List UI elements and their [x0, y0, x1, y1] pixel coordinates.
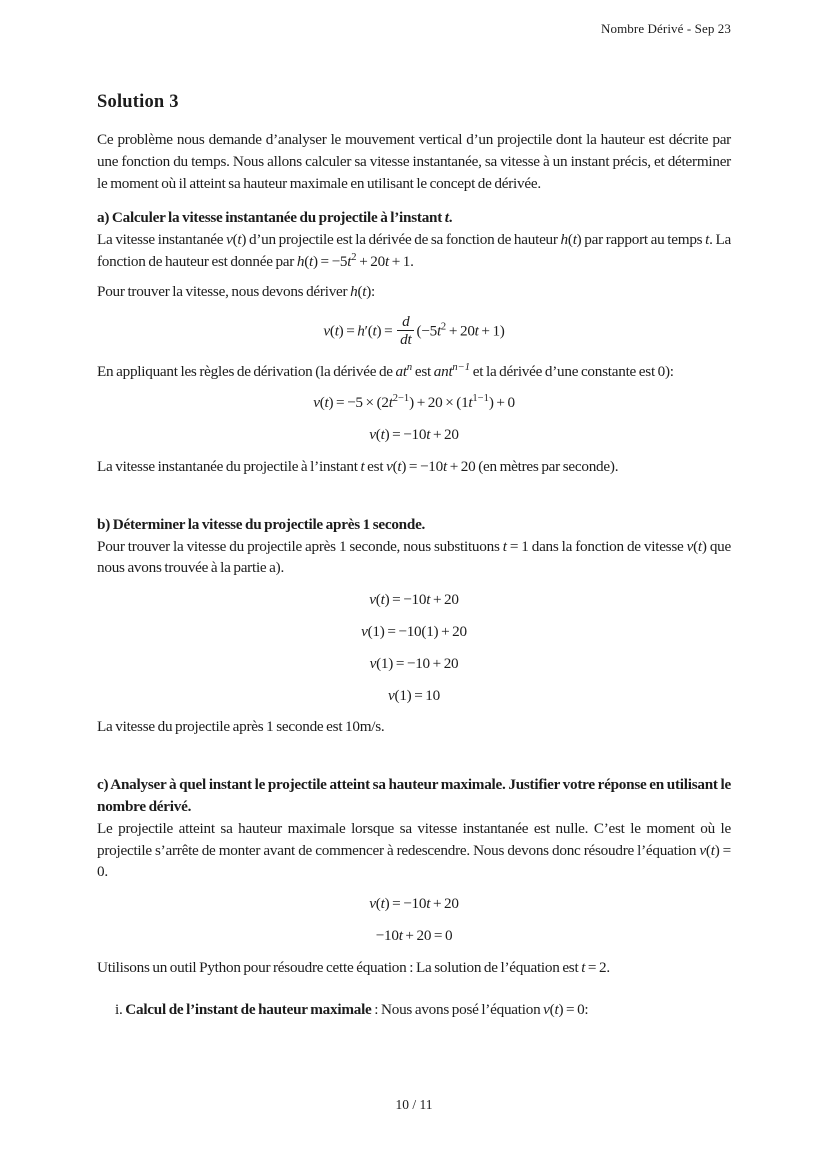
text-segment: ) que nous avons trouvée à la partie a).: [97, 537, 732, 577]
math-segment: v: [388, 686, 395, 704]
section-c-heading: [97, 774, 731, 818]
text-segment: et la dérivée d’une constante est 0):: [470, 362, 674, 380]
section-a-paragraph-1: [97, 229, 731, 273]
math-segment: v: [699, 841, 706, 859]
text-segment: ):: [366, 282, 376, 300]
text-segment: (: [567, 231, 573, 249]
math-segment: t: [388, 394, 393, 412]
text-segment: (: [549, 1000, 555, 1018]
math-segment: v: [369, 654, 377, 672]
math-segment: at: [395, 362, 407, 380]
text-segment: + 20 = 0: [402, 926, 453, 944]
text-segment: ) = −5 × (2: [328, 394, 389, 412]
page-header: Nombre Dérivé - Sep 23: [601, 21, 731, 36]
section-b-conclusion: [97, 716, 731, 738]
math-segment: t: [385, 252, 389, 270]
text-segment: (: [357, 282, 363, 300]
superscript: n: [406, 361, 413, 373]
page-number: 10 / 11: [395, 1097, 433, 1112]
math-segment: t: [237, 231, 242, 249]
section-a-conclusion: [97, 456, 731, 478]
text-segment: (: [375, 426, 381, 444]
solution-title: Solution 3: [97, 92, 179, 112]
math-segment: t: [502, 537, 507, 555]
text-segment: ) + 20 × (1: [409, 394, 469, 412]
text-segment: ) d’un projectile est la dérivée de sa fonction de hauteur: [241, 231, 561, 249]
math-segment: ant: [433, 362, 453, 380]
text-segment: (−5: [416, 322, 437, 340]
text-segment: + 20: [446, 322, 475, 340]
text-segment: Pour trouver la vitesse du projectile après 1 seconde, nous substituons: [97, 537, 503, 555]
superscript: 2−1: [392, 393, 410, 405]
math-segment: v: [686, 537, 694, 555]
superscript: 2: [440, 321, 447, 333]
equation-b-step-1: [97, 589, 731, 611]
section-c-python-note: [97, 957, 731, 979]
text-segment: ) = −10: [384, 591, 427, 609]
equation-b-result: [97, 685, 731, 707]
text-segment: (: [693, 537, 698, 555]
math-segment: t: [398, 926, 403, 944]
text-segment: i.: [115, 1000, 126, 1018]
equation-b-step-2: [97, 621, 731, 643]
text-segment: Utilisons un outil Python pour résoudre cette équation : La solution de l’équation est: [97, 958, 582, 976]
text-segment: = 2.: [585, 958, 610, 976]
math-segment: t: [362, 282, 367, 300]
math-segment: t: [426, 895, 431, 913]
text-segment: La vitesse du projectile après 1 seconde est 10m/s.: [97, 718, 385, 736]
intro-paragraph: [97, 129, 731, 194]
section-b-heading: [97, 514, 731, 536]
math-segment: t: [710, 841, 715, 859]
math-segment: v: [369, 591, 376, 609]
math-segment: v: [369, 426, 376, 444]
math-segment: t: [372, 322, 377, 340]
math-segment: t: [347, 252, 352, 270]
text-segment: ) = 0:: [558, 1000, 589, 1018]
text-segment: (1) = −10 + 20: [376, 654, 459, 672]
text-segment: ) = −10: [384, 895, 427, 913]
text-segment: Ce problème nous demande d’analyser le mouvement vertical d’un projectile dont la hauteur est décrite par une fonction du temps. Nous allons calculer sa vitesse instantanée, sa vitesse à un instant précis, et déterminer le moment où il atteint sa hauteur maximale en utilisant le concept de dérivée.: [97, 131, 731, 192]
equation-velocity-function: [97, 424, 731, 446]
math-segment: t: [334, 322, 339, 340]
text-segment: −10: [375, 926, 399, 944]
text-segment: La vitesse instantanée du projectile à l’instant: [97, 458, 361, 475]
math-segment: t: [324, 394, 329, 412]
text-segment: ) par rapport au temps: [576, 231, 706, 249]
text-segment: En appliquant les règles de dérivation (la dérivée de: [97, 362, 396, 380]
list-item-max-height-calc: [115, 999, 731, 1021]
equation-c-step-1: [97, 893, 731, 915]
fraction-numerator: d: [402, 312, 410, 330]
math-segment: v: [543, 1000, 550, 1018]
section-c-paragraph-1: [97, 818, 731, 883]
text-segment: + 20: [430, 895, 459, 913]
text-segment: + 20 (en mètres par seconde).: [446, 458, 619, 475]
text-segment: ) =: [376, 322, 396, 340]
fraction-denominator: dt: [397, 330, 414, 348]
math-segment: t: [442, 458, 447, 475]
text-segment: = 1 dans la fonction de vitesse: [506, 537, 687, 555]
text-segment: (: [304, 252, 309, 270]
text-segment: ′(: [364, 322, 373, 340]
superscript: 1−1: [472, 393, 489, 405]
text-segment: ) = −5: [312, 252, 348, 270]
text-segment: Le projectile atteint sa hauteur maximale lorsque sa vitesse instantanée est nulle. C’est le moment où le projectile s’arrête de monter avant de commencer à redescendre. Nous devons donc résoudre l’équation: [97, 819, 731, 859]
bold-segment: b) Déterminer la vitesse du projectile après 1 seconde.: [97, 515, 426, 533]
math-segment: t: [436, 322, 441, 340]
equation-b-step-3: [97, 653, 731, 675]
superscript: n−1: [452, 361, 471, 373]
text-segment: est: [364, 458, 387, 475]
math-segment: v: [361, 622, 368, 640]
math-segment: h: [296, 252, 305, 270]
text-segment: La vitesse instantanée: [97, 231, 227, 249]
superscript: 2: [351, 251, 357, 263]
math-segment: h: [560, 231, 568, 249]
math-segment: h: [350, 282, 358, 300]
math-segment: v: [226, 231, 233, 249]
text-segment: ) = −10: [401, 458, 443, 475]
bold-segment: c) Analyser à quel instant le projectile atteint sa hauteur maximale. Justifier votre réponse en utilisant le nombre dérivé.: [97, 776, 731, 815]
text-segment: (: [375, 895, 381, 913]
text-segment: (: [329, 322, 335, 340]
text-segment: + 20: [430, 591, 459, 609]
math-segment: v: [369, 895, 376, 913]
bold-segment: .: [448, 209, 453, 227]
bold-segment: Calcul de l’instant de hauteur maximale: [125, 1000, 372, 1018]
text-segment: (: [375, 591, 381, 609]
text-segment: + 20: [430, 426, 459, 444]
text-segment: . La fonction de hauteur est donnée par: [97, 231, 731, 270]
text-segment: ) = −10: [384, 426, 427, 444]
math-segment: t: [380, 426, 385, 444]
math-segment: t: [309, 252, 313, 270]
text-segment: (: [319, 394, 325, 412]
math-segment: v: [313, 394, 320, 412]
math-segment: t: [581, 958, 586, 976]
section-a-paragraph-2: [97, 281, 731, 303]
math-segment: t: [360, 458, 365, 475]
math-segment: t: [554, 1000, 559, 1018]
text-segment: (1) = −10(1) + 20: [367, 622, 467, 640]
text-segment: ) + 0: [488, 394, 515, 412]
math-segment: t: [705, 231, 710, 249]
bold-segment: a) Calculer la vitesse instantanée du projectile à l’instant: [97, 209, 445, 227]
fraction: [397, 313, 414, 348]
text-segment: (1) = 10: [394, 686, 440, 704]
equation-derivation-step: [97, 392, 731, 414]
math-segment: t: [397, 458, 402, 475]
math-segment: t: [572, 231, 577, 249]
math-segment: t: [697, 537, 702, 555]
equation-c-step-2: [97, 925, 731, 947]
math-segment: t: [426, 591, 431, 609]
math-segment: t: [380, 591, 385, 609]
math-segment: t: [468, 394, 473, 412]
text-segment: ) =: [338, 322, 358, 340]
text-segment: Pour trouver la vitesse, nous devons dériver: [97, 282, 351, 300]
text-segment: ) = 0.: [97, 841, 731, 881]
equation-derivative-definition: [97, 313, 731, 351]
text-segment: + 1.: [388, 252, 414, 270]
section-b-paragraph-1: [97, 536, 731, 580]
math-segment: v: [386, 458, 393, 475]
section-a-heading: [97, 207, 731, 229]
text-segment: (: [232, 231, 238, 249]
math-segment: t: [426, 426, 431, 444]
text-segment: (: [392, 458, 398, 475]
math-segment: t: [380, 895, 385, 913]
math-segment: v: [323, 322, 330, 340]
text-segment: + 1): [478, 322, 505, 340]
math-segment: t: [474, 322, 479, 340]
text-segment: (: [705, 841, 711, 859]
page-content: [97, 92, 731, 1020]
bold-math-segment: t: [444, 209, 449, 227]
section-a-paragraph-3: [97, 361, 731, 383]
text-segment: est: [412, 362, 434, 380]
math-segment: h: [357, 322, 365, 340]
text-segment: : Nous avons posé l’équation: [371, 1000, 544, 1018]
text-segment: + 20: [356, 252, 385, 270]
